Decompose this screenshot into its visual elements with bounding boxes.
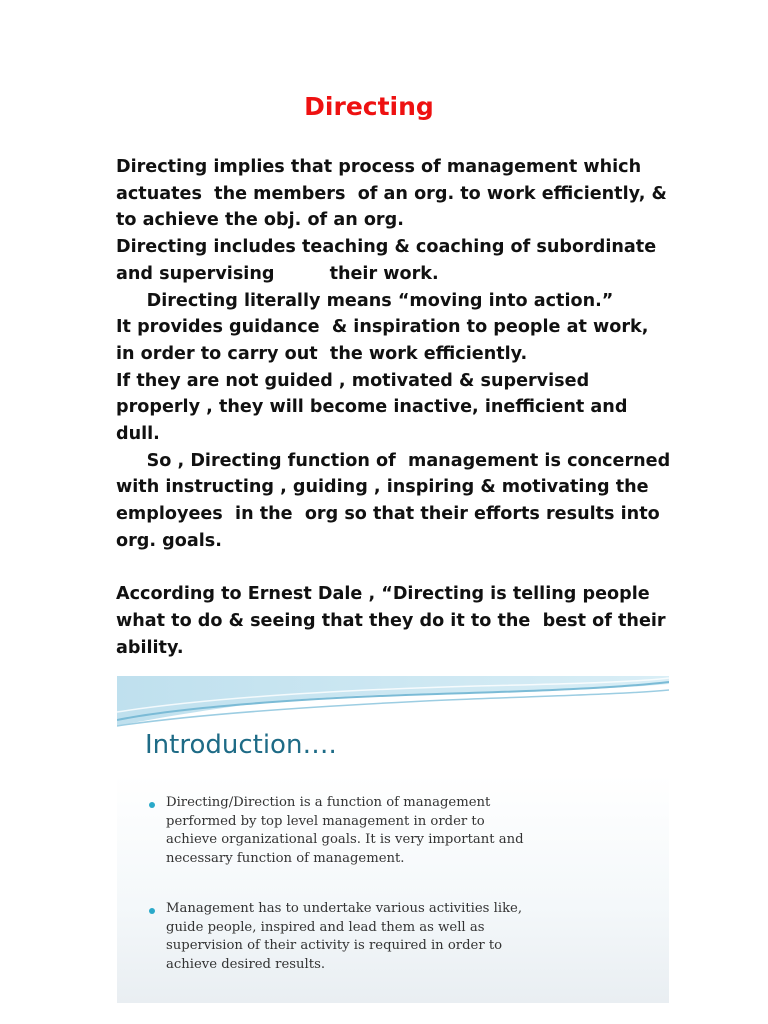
- bullet-dot-icon: [149, 908, 155, 914]
- body-line: Directing includes teaching & coaching of subordinate: [116, 237, 657, 258]
- body-line: employees in the org so that their efforts results into: [116, 504, 660, 525]
- bullet-line: Directing/Direction is a function of management: [166, 795, 491, 810]
- body-line: in order to carry out the work efficiently.: [116, 343, 528, 364]
- body-line: It provides guidance & inspiration to people at work,: [116, 317, 649, 338]
- bullet-line: guide people, inspired and lead them as well as: [166, 919, 485, 935]
- slide-bullet-text: [166, 900, 646, 974]
- body-line: If they are not guided , motivated & supervised: [116, 370, 590, 391]
- quote-line: According to Ernest Dale , “Directing is telling people: [116, 584, 650, 605]
- bullet-line: Management has to undertake various activities like,: [166, 901, 523, 916]
- body-line: dull.: [116, 424, 160, 445]
- bullet-line: necessary function of management.: [166, 850, 405, 866]
- introduction-slide-image: [117, 676, 669, 1003]
- quote-line: what to do & seeing that they do it to the best of their: [116, 610, 666, 631]
- bullet-line: supervision of their activity is required in order to: [166, 938, 503, 953]
- body-line: actuates the members of an org. to work efficiently, &: [116, 183, 667, 204]
- bullet-line: performed by top level management in order to: [166, 813, 485, 829]
- body-line: Directing literally means “moving into action.”: [116, 290, 614, 311]
- document-body: [116, 154, 676, 661]
- body-line: Directing implies that process of management which: [116, 157, 642, 177]
- quote-line: ability.: [116, 637, 184, 658]
- slide-wave-decoration: [117, 676, 669, 736]
- body-line: org. goals.: [116, 530, 222, 551]
- body-line: to achieve the obj. of an org.: [116, 210, 404, 231]
- document-title: Directing: [304, 92, 434, 121]
- body-line: and supervising their work.: [116, 263, 439, 284]
- paragraph-gap: [116, 555, 676, 582]
- bullet-line: achieve organizational goals. It is very important and: [166, 832, 524, 847]
- slide-bullet-text: [166, 794, 646, 868]
- body-line: with instructing , guiding , inspiring & motivating the: [116, 477, 649, 498]
- body-line: So , Directing function of management is concerned: [116, 450, 671, 471]
- slide-title: Introduction….: [145, 730, 337, 760]
- body-line: properly , they will become inactive, inefficient and: [116, 397, 628, 418]
- bullet-line: achieve desired results.: [166, 956, 326, 972]
- bullet-dot-icon: [149, 802, 155, 808]
